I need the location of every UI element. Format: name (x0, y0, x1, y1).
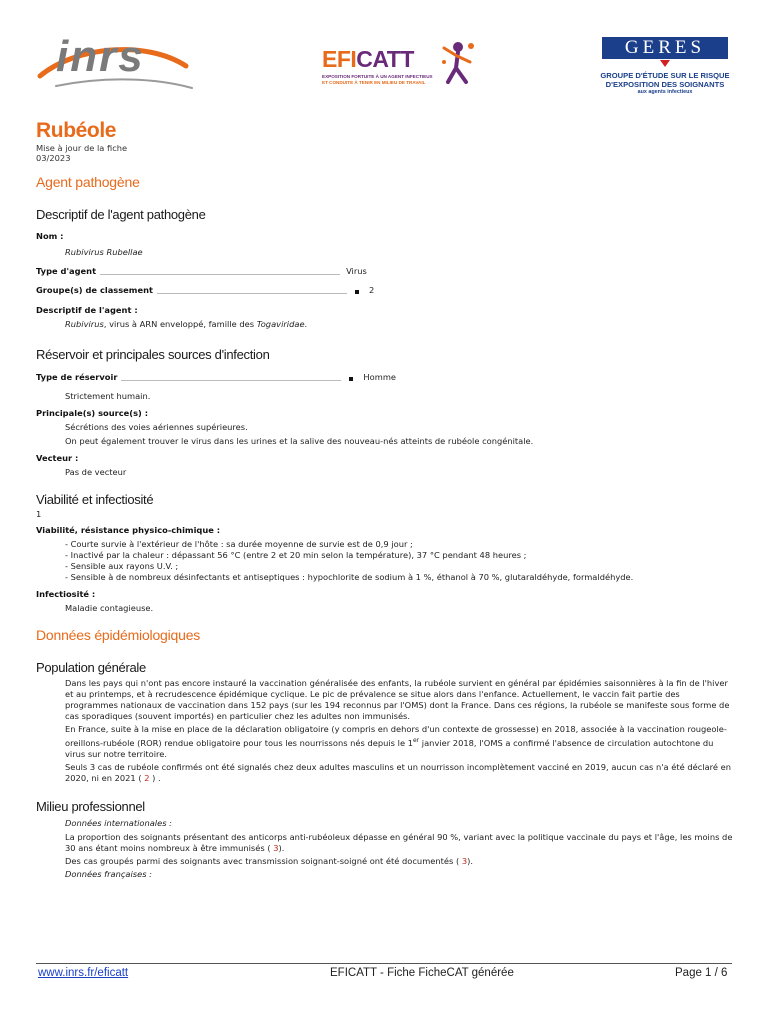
type-reservoir-value: Homme (363, 372, 397, 382)
section-epidemiologie: Données épidémiologiques (36, 627, 201, 643)
vecteur-label: Vecteur : (36, 453, 79, 463)
subsection-viabilite: Viabilité et infectiosité (36, 492, 154, 507)
sources-label: Principale(s) source(s) : (36, 408, 149, 418)
inrs-logo: inrs (56, 32, 145, 81)
footer-link[interactable]: www.inrs.fr/eficatt (38, 967, 129, 979)
population-p3-a: Seuls 3 cas de rubéole confirmés ont été signalés chez deux adultes masculins et un nourrisson incomplètement vacciné en 2019, aucun cas n'a été déclaré en 2020, ni en 2021 ( (65, 761, 732, 783)
eficatt-logo (322, 46, 414, 73)
infectiosite-value: Maladie contagieuse. (65, 603, 154, 613)
eficatt-tagline-line2: ET CONDUITE À TENIR EN MILIEU DE TRAVAIL (322, 80, 426, 85)
sources-line1: Sécrétions des voies aériennes supérieures. (65, 422, 248, 432)
nom-value: Rubivirus Rubellae (65, 247, 143, 257)
type-reservoir-note: Strictement humain. (65, 391, 151, 401)
pro-p1-b: ). (278, 842, 285, 853)
section-agent-pathogene: Agent pathogène (36, 174, 140, 190)
intl-label: Données internationales : (65, 817, 172, 828)
groupe-label: Groupe(s) de classement (36, 285, 153, 295)
population-paragraph-2 (65, 724, 733, 760)
population-paragraph-3 (65, 762, 733, 784)
viabilite-number: 1 (36, 509, 42, 519)
resistance-list (65, 539, 736, 583)
pro-paragraph-2 (65, 856, 733, 867)
leader-line (100, 274, 340, 275)
footer-page-number: Page 1 / 6 (675, 967, 728, 979)
list-item: - Inactivé par la chaleur : dépassant 56 °C (entre 2 et 20 min selon la température), 37 °C pendant 48 heures ; (65, 550, 527, 560)
geres-tagline-line2: D'EXPOSITION DES SOIGNANTS (605, 80, 725, 89)
infectiosite-label: Infectiosité : (36, 589, 96, 599)
footer-divider (36, 963, 732, 964)
descriptif-value (65, 319, 736, 330)
sources-line2: On peut également trouver le virus dans les urines et la salive des nouveau-nés atteints de rubéole congénitale. (65, 436, 534, 446)
footer-center: EFICATT - Fiche FicheCAT générée (330, 967, 514, 979)
resistance-label: Viabilité, résistance physico-chimique : (36, 525, 221, 535)
leader-line (157, 293, 347, 294)
geres-triangle-icon (660, 60, 670, 68)
eficatt-brand-ef: EFI (322, 46, 357, 72)
pro-p2-a: Des cas groupés parmi des soignants avec transmission soignant-soigné ont été documentés ( (65, 855, 462, 866)
document-body (36, 118, 736, 880)
bullet-icon (349, 377, 353, 381)
eficatt-tagline (322, 74, 482, 86)
population-paragraph-1: Dans les pays qui n'ont pas encore instauré la vaccination généralisée des enfants, la rubéole survient en général par épidémies saisonnières à la fin de l'hiver et au printemps, et à recrudescence épidémique cyclique. Le pic de prévalence se situe alors dans l'enfance. Actuellement, le vaccin fait partie des programmes nationaux de vaccination dans 152 pays (sur les 194 reconnus par l'OMS) dont la France. Dans ces régions, la rubéole se manifeste sous forme de cas sporadiques (souvent importés) en particulier chez les adultes non immunisés. (65, 678, 730, 721)
descriptif-mid: , virus à ARN enveloppé, famille des (103, 319, 257, 329)
update-date: 03/2023 (36, 152, 71, 163)
subsection-milieu-pro: Milieu professionnel (36, 798, 145, 814)
pro-p1-a: La proportion des soignants présentant des anticorps anti-rubéoleux dépasse en général 90 %, variant avec la politique vaccinale du pays et l'âge, les moins de 30 ans étant moins nombreux à être immunisés ( (65, 831, 733, 853)
geres-tagline-line1: GROUPE D'ÉTUDE SUR LE RISQUE (600, 71, 730, 80)
descriptif-genus: Rubivirus (65, 319, 104, 329)
population-p3-b: ) . (149, 772, 161, 783)
nom-label: Nom : (36, 231, 64, 241)
population-text (65, 678, 733, 784)
type-reservoir-label: Type de réservoir (36, 372, 118, 382)
bullet-icon (355, 290, 359, 294)
subsection-reservoir: Réservoir et principales sources d'infection (36, 347, 270, 362)
groupe-row (36, 285, 736, 296)
reference-link[interactable]: 3 (461, 855, 468, 866)
eficatt-brand-catt: CATT (356, 46, 414, 72)
population-p2-b: janvier 2018, l'OMS a confirmé l'absence de circulation autochtone du virus sur notre territoire. (65, 737, 714, 759)
reference-link[interactable]: 2 (144, 772, 150, 783)
pro-paragraph-1 (65, 832, 733, 854)
footer-link-wrap (38, 967, 128, 979)
page-title: Rubéole (36, 119, 117, 142)
type-reservoir-row (36, 372, 736, 383)
type-agent-value: Virus (346, 266, 367, 276)
population-p2-a: En France, suite à la mise en place de la déclaration obligatoire (y compris en dehors d'un contexte de grossesse) en 2018, associée à la vaccination rougeole-oreillons-rubéole (ROR) rendue obligatoire pour tous les nourrissons nés depuis le 1 (65, 724, 727, 748)
pro-p2-b: ). (467, 855, 473, 866)
type-agent-label: Type d'agent (36, 266, 97, 276)
fr-label: Données françaises : (65, 868, 152, 879)
geres-tagline-line3: aux agents infectieux (637, 89, 693, 95)
leader-line (121, 380, 341, 381)
geres-tagline (598, 71, 732, 96)
list-item: - Sensible aux rayons U.V. ; (65, 561, 179, 571)
reference-link[interactable]: 3 (273, 842, 279, 853)
update-label: Mise à jour de la fiche (36, 143, 128, 153)
subsection-descriptif: Descriptif de l'agent pathogène (36, 207, 206, 222)
list-item: - Courte survie à l'extérieur de l'hôte : sa durée moyenne de survie est de 0,9 jour ; (65, 539, 413, 549)
descriptif-family: Togaviridae (256, 319, 305, 329)
list-item: - Sensible à de nombreux désinfectants et antiseptiques : hypochlorite de sodium à 1 %, éthanol à 70 %, glutaraldéhyde, formaldéhyde. (65, 572, 634, 582)
descriptif-end: . (304, 319, 308, 329)
page-header (0, 0, 768, 110)
descriptif-label: Descriptif de l'agent : (36, 305, 138, 315)
milieu-pro-text (65, 818, 733, 880)
type-agent-row (36, 266, 736, 277)
population-p2-sup: er (412, 737, 420, 744)
groupe-value: 2 (368, 285, 375, 295)
eficatt-tagline-line1: EXPOSITION FORTUITE À UN AGENT INFECTIEUX (322, 74, 433, 79)
geres-logo: GERES (602, 37, 728, 59)
vecteur-value: Pas de vecteur (65, 467, 127, 477)
subsection-population: Population générale (36, 660, 146, 675)
